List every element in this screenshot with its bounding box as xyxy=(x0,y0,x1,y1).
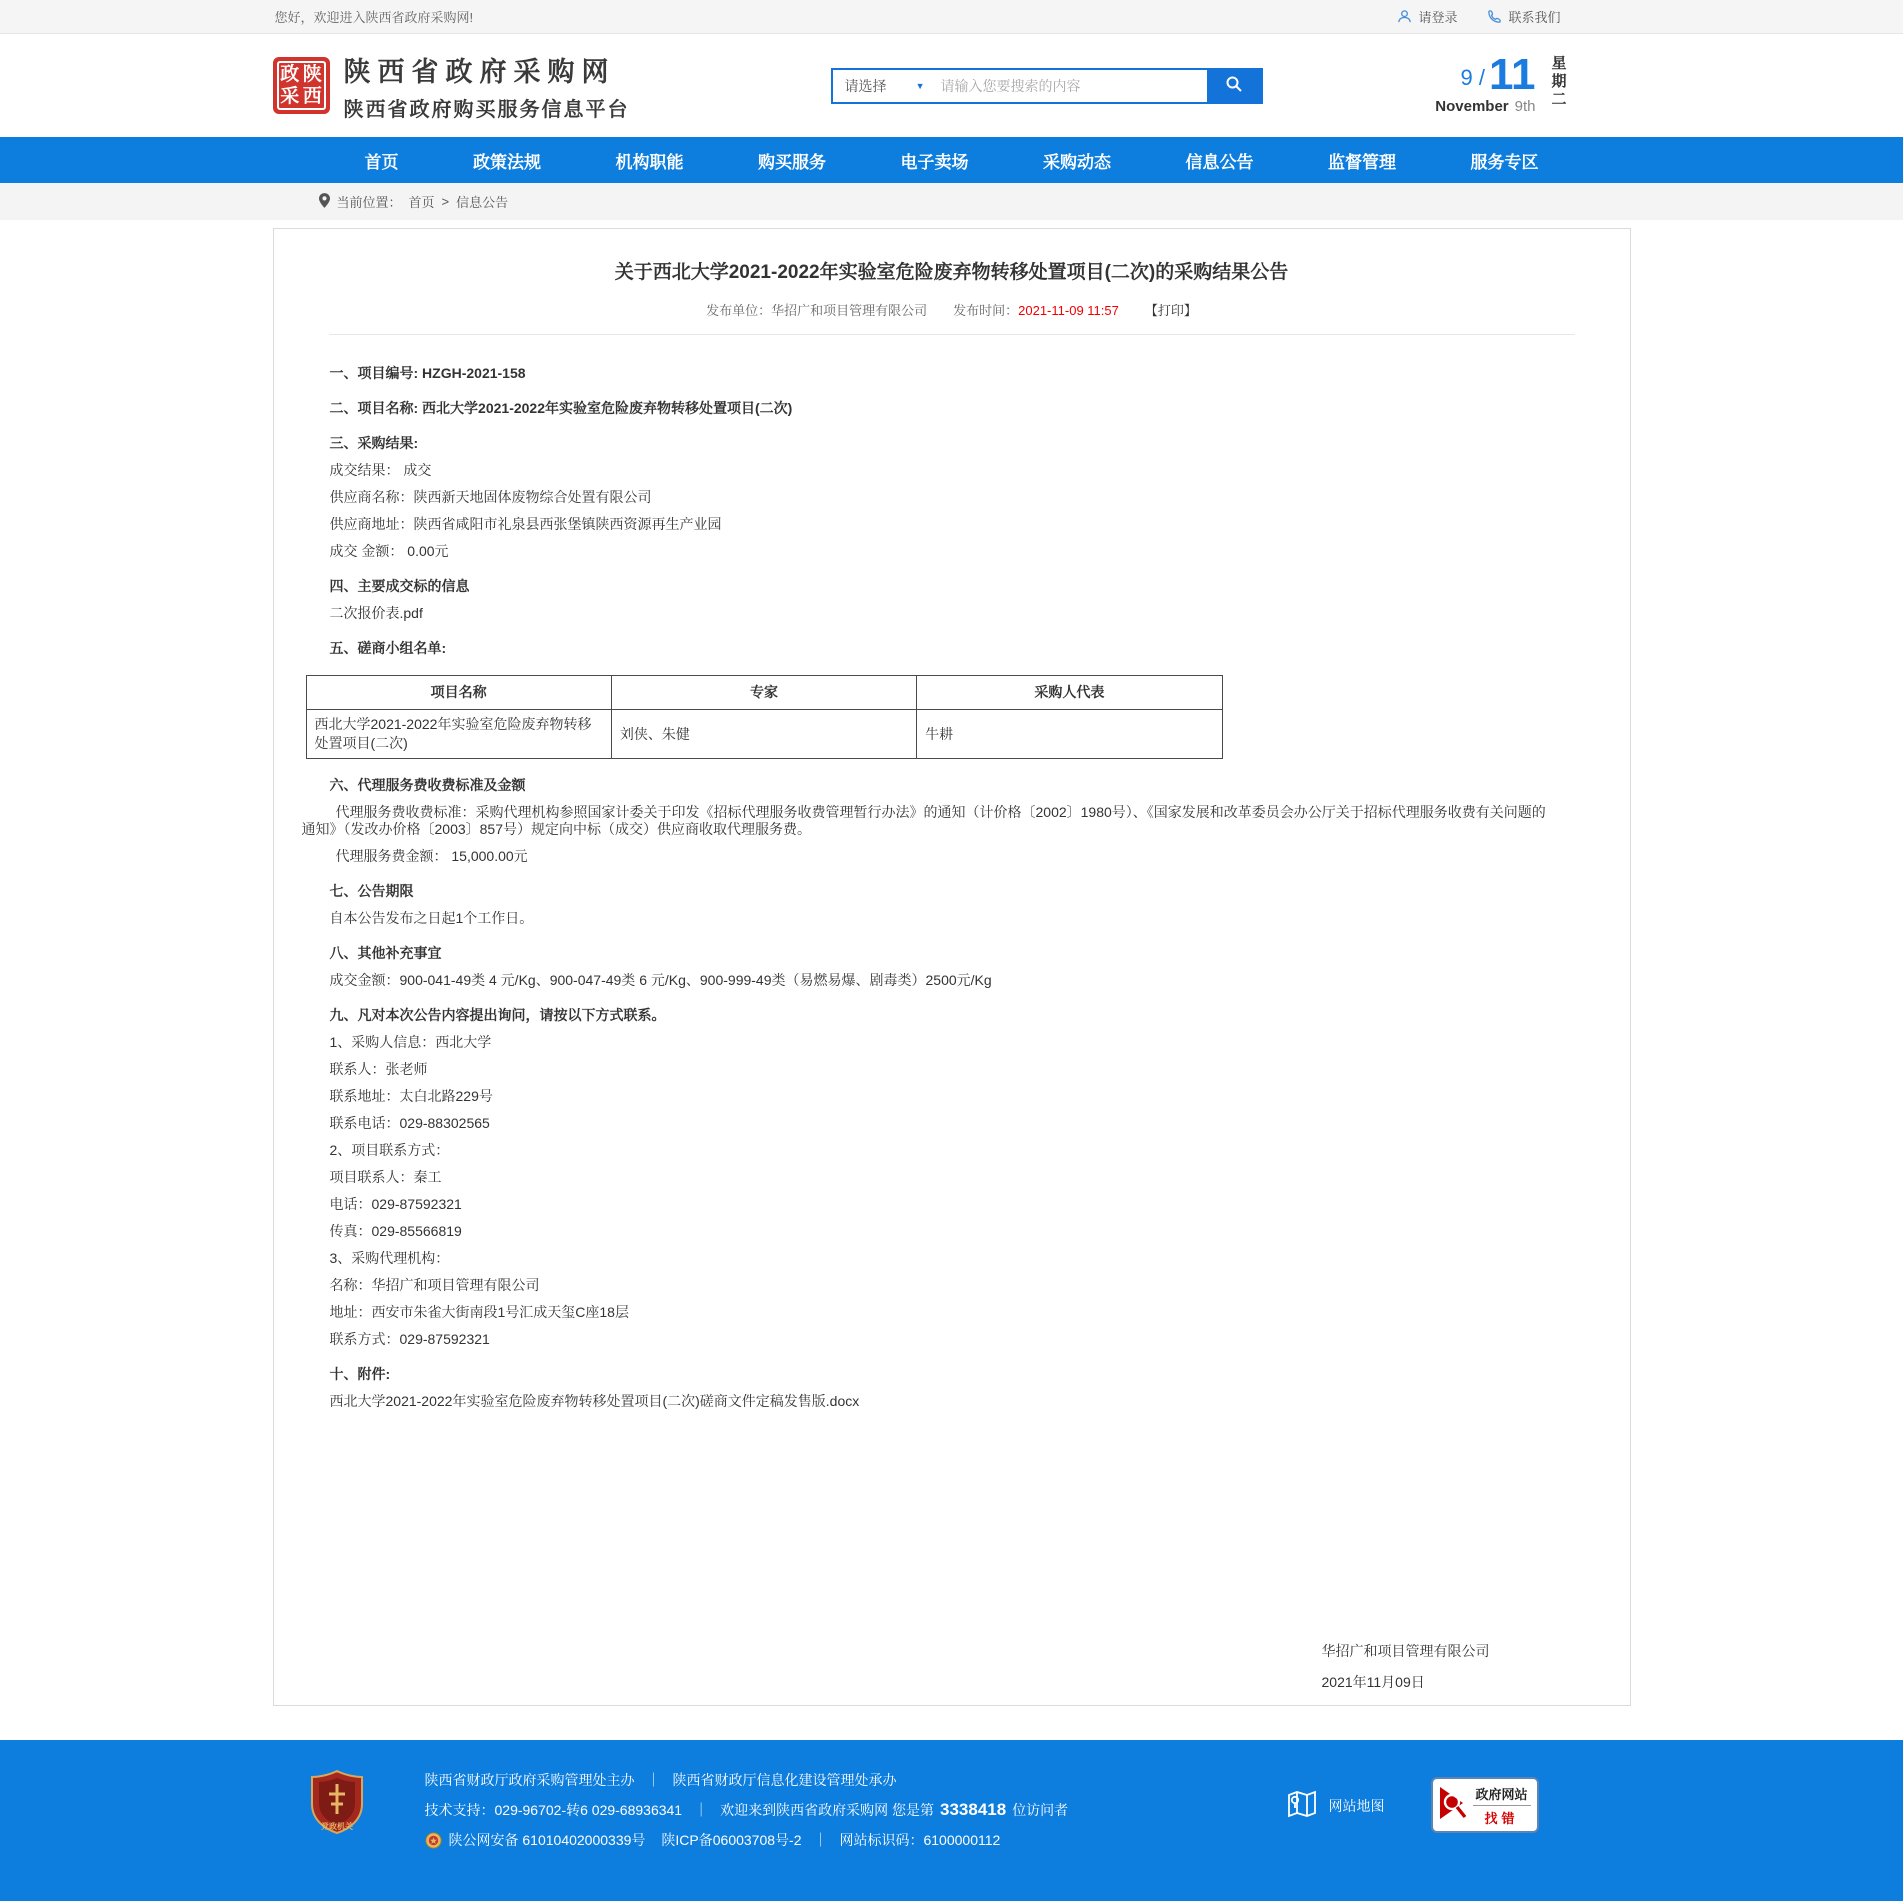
contact-link[interactable] xyxy=(1487,7,1560,26)
search-select-label: 请选择 xyxy=(844,77,887,94)
nav-item-home[interactable]: 首页 xyxy=(364,152,399,172)
search-bar xyxy=(831,68,1263,104)
print-button[interactable]: 【打印】 xyxy=(1144,303,1197,318)
paragraph: 供应商名称：陕西新天地固体废物综合处置有限公司 xyxy=(329,489,652,505)
breadcrumb-label: 当前位置： xyxy=(336,195,402,210)
footer-co-organizer: 陕西省财政厅信息化建设管理处承办 xyxy=(672,1772,897,1788)
public-security-badge-icon xyxy=(425,1832,442,1849)
attachment-link[interactable]: 西北大学2021-2022年实验室危险废弃物转移处置项目(二次)磋商文件定稿发售版.docx xyxy=(329,1393,860,1409)
visitor-count: 3338418 xyxy=(940,1800,1007,1819)
error-badge-title: 政府网站 xyxy=(1473,1784,1531,1806)
paragraph: 联系方式：029-87592321 xyxy=(329,1331,490,1347)
paragraph: 二次报价表.pdf xyxy=(329,605,423,621)
login-link[interactable] xyxy=(1397,7,1457,26)
svg-text:党政机关: 党政机关 xyxy=(320,1822,353,1831)
paragraph: 联系地址：太白北路229号 xyxy=(329,1088,493,1104)
site-header xyxy=(0,34,1903,137)
paragraph: 供应商地址：陕西省咸阳市礼泉县西张堡镇陕西资源再生产业园 xyxy=(329,516,722,532)
date-day-en: 9th xyxy=(1514,98,1536,116)
paragraph: 联系电话：029-88302565 xyxy=(329,1115,490,1131)
table-header: 项目名称 xyxy=(306,676,611,710)
paragraph: 项目联系人：秦工 xyxy=(329,1169,442,1185)
publish-time: 2021-11-09 11:57 xyxy=(1018,303,1119,318)
article-body xyxy=(274,335,1630,1410)
paragraph: 联系人：张老师 xyxy=(329,1061,428,1077)
breadcrumb-bar xyxy=(0,183,1903,220)
section-heading: 七、公告期限 xyxy=(329,883,414,899)
section-heading: 四、主要成交标的信息 xyxy=(329,578,470,594)
contact-label: 联系我们 xyxy=(1508,10,1561,25)
section-heading: 九、凡对本次公告内容提出询问，请按以下方式联系。 xyxy=(329,1007,666,1023)
section-heading: 二、项目名称: 西北大学2021-2022年实验室危险废弃物转移处置项目(二次) xyxy=(329,400,793,416)
paragraph: 成交结果： 成交 xyxy=(329,462,432,478)
sitemap-icon xyxy=(1285,1787,1319,1824)
table-cell: 牛耕 xyxy=(917,710,1222,759)
footer-line-2: 技术支持：029-96702-转6 029-68936341 ｜ 欢迎来到陕西省政府采购网 您是第 3338418 位访问者 xyxy=(424,1800,1069,1819)
footer-line-3: 陕公网安备 61010402000339号 陕ICP备06003708号-2 ｜ 网站标识码：6100000112 xyxy=(425,1830,1069,1850)
error-report-magnifier-icon xyxy=(1439,1783,1467,1828)
sitemap-link[interactable] xyxy=(1285,1787,1385,1824)
paragraph: 2、项目联系方式： xyxy=(329,1142,450,1158)
site-subtitle: 陕西省政府购买服务信息平台 xyxy=(343,98,630,121)
top-bar xyxy=(0,0,1903,34)
gov-site-error-report-badge[interactable] xyxy=(1431,1777,1539,1833)
nav-item-e-mall[interactable]: 电子卖场 xyxy=(900,152,969,172)
nav-item-supervision[interactable]: 监督管理 xyxy=(1328,152,1396,172)
section-heading: 十、附件: xyxy=(329,1366,391,1382)
search-category-select[interactable] xyxy=(833,70,937,102)
logo-seal-icon: 政 陕 采 西 xyxy=(273,57,330,114)
date-display xyxy=(1435,49,1568,117)
search-input[interactable] xyxy=(937,70,1207,102)
paragraph: 3、采购代理机构： xyxy=(329,1250,450,1266)
table-cell: 西北大学2021-2022年实验室危险废弃物转移处置项目(二次) xyxy=(306,710,611,759)
section-heading: 六、代理服务费收费标准及金额 xyxy=(329,777,526,793)
footer-tech-support: 技术支持：029-96702-转6 029-68936341 xyxy=(424,1802,683,1818)
paragraph: 自本公告发布之日起1个工作日。 xyxy=(329,910,534,926)
table-header: 专家 xyxy=(611,676,916,710)
search-button[interactable] xyxy=(1207,70,1261,102)
nav-item-announcements[interactable]: 信息公告 xyxy=(1185,152,1254,172)
breadcrumb-separator: > xyxy=(441,194,450,209)
main-nav xyxy=(0,137,1903,183)
paragraph: 1、采购人信息：西北大学 xyxy=(329,1034,492,1050)
nav-item-functions[interactable]: 机构职能 xyxy=(615,152,684,172)
party-government-shield-icon[interactable] xyxy=(311,1770,363,1839)
nav-item-procurement-news[interactable]: 采购动态 xyxy=(1043,152,1111,172)
section-heading: 五、磋商小组名单: xyxy=(329,640,447,656)
table-row xyxy=(306,710,1222,759)
error-badge-action: 找错 xyxy=(1484,1810,1519,1826)
signature-date: 2021年11月09日 xyxy=(1321,1674,1425,1690)
search-icon xyxy=(1225,75,1243,96)
article-meta xyxy=(329,300,1575,335)
nav-item-policies[interactable]: 政策法规 xyxy=(473,152,541,172)
paragraph: 成交金额：900-041-49类 4 元/Kg、900-047-49类 6 元/Kg、900-999-49类（易燃易爆、剧毒类）2500元/Kg xyxy=(329,972,992,988)
date-day-num: 11 xyxy=(1488,49,1536,99)
signature-block xyxy=(1322,1641,1490,1703)
paragraph: 传真：029-85566819 xyxy=(329,1223,462,1239)
site-footer xyxy=(0,1740,1903,1901)
site-name: 陕西省政府采购网 xyxy=(343,56,616,87)
section-heading: 一、项目编号: HZGH-2021-158 xyxy=(329,365,526,381)
signature-org: 华招广和项目管理有限公司 xyxy=(1321,1643,1490,1659)
negotiation-team-table xyxy=(306,675,1223,759)
section-heading: 八、其他补充事宜 xyxy=(329,945,442,961)
date-month-num: 9 / xyxy=(1460,65,1485,91)
phone-icon xyxy=(1487,9,1502,24)
paragraph: 代理服务费收费标准：采购代理机构参照国家计委关于印发《招标代理服务收费管理暂行办法》的通知（计价格〔2002〕1980号）、《国家发展和改革委员会办公厅关于招标代理服务收费有关问题的通知》（发改办价格〔2003〕857号）规定向中标（成交）供应商收取代理服务费。 xyxy=(301,804,1546,837)
footer-line-1: 陕西省财政厅政府采购管理处主办 ｜ 陕西省财政厅信息化建设管理处承办 xyxy=(424,1772,897,1788)
nav-item-purchase-services[interactable]: 购买服务 xyxy=(758,152,826,172)
paragraph: 代理服务费金额： 15,000.00元 xyxy=(335,848,528,864)
table-cell: 刘侠、朱健 xyxy=(611,710,916,759)
sitemap-label: 网站地图 xyxy=(1328,1797,1385,1814)
date-weekday: 星期二 xyxy=(1549,54,1567,109)
user-icon xyxy=(1397,9,1412,24)
page-title: 关于西北大学2021-2022年实验室危险废弃物转移处置项目(二次)的采购结果公告 xyxy=(614,262,1289,283)
paragraph: 名称：华招广和项目管理有限公司 xyxy=(329,1277,540,1293)
nav-item-service-zone[interactable]: 服务专区 xyxy=(1470,152,1539,172)
footer-icp-record[interactable]: 陕ICP备06003708号-2 xyxy=(661,1832,802,1848)
breadcrumb-current[interactable]: 信息公告 xyxy=(456,195,509,210)
announcement-card xyxy=(273,228,1631,1706)
chevron-down-icon: ▼ xyxy=(915,80,925,91)
section-heading: 三、采购结果: xyxy=(329,435,419,451)
site-logo[interactable] xyxy=(273,50,630,122)
login-label: 请登录 xyxy=(1418,10,1458,25)
paragraph: 地址：西安市朱雀大街南段1号汇成天玺C座18层 xyxy=(329,1304,629,1320)
footer-site-id: 网站标识码：6100000112 xyxy=(839,1832,1001,1848)
footer-organizer: 陕西省财政厅政府采购管理处主办 xyxy=(424,1772,635,1788)
footer-welcome: 欢迎来到陕西省政府采购网 您是第 xyxy=(720,1802,934,1818)
footer-psb-record[interactable]: 陕公网安备 61010402000339号 xyxy=(448,1832,646,1848)
welcome-text: 您好，欢迎进入陕西省政府采购网! xyxy=(274,10,474,25)
paragraph: 成交 金额： 0.00元 xyxy=(329,543,449,559)
publisher: 发布单位：华招广和项目管理有限公司 xyxy=(706,303,928,318)
paragraph: 电话：029-87592321 xyxy=(329,1196,462,1212)
footer-visitor-suffix: 位访问者 xyxy=(1012,1802,1069,1818)
location-pin-icon xyxy=(319,193,330,211)
publish-time-label: 发布时间： xyxy=(953,303,1019,318)
breadcrumb-home[interactable]: 首页 xyxy=(408,195,435,210)
table-header: 采购人代表 xyxy=(917,676,1222,710)
date-month-en: November xyxy=(1435,98,1509,116)
